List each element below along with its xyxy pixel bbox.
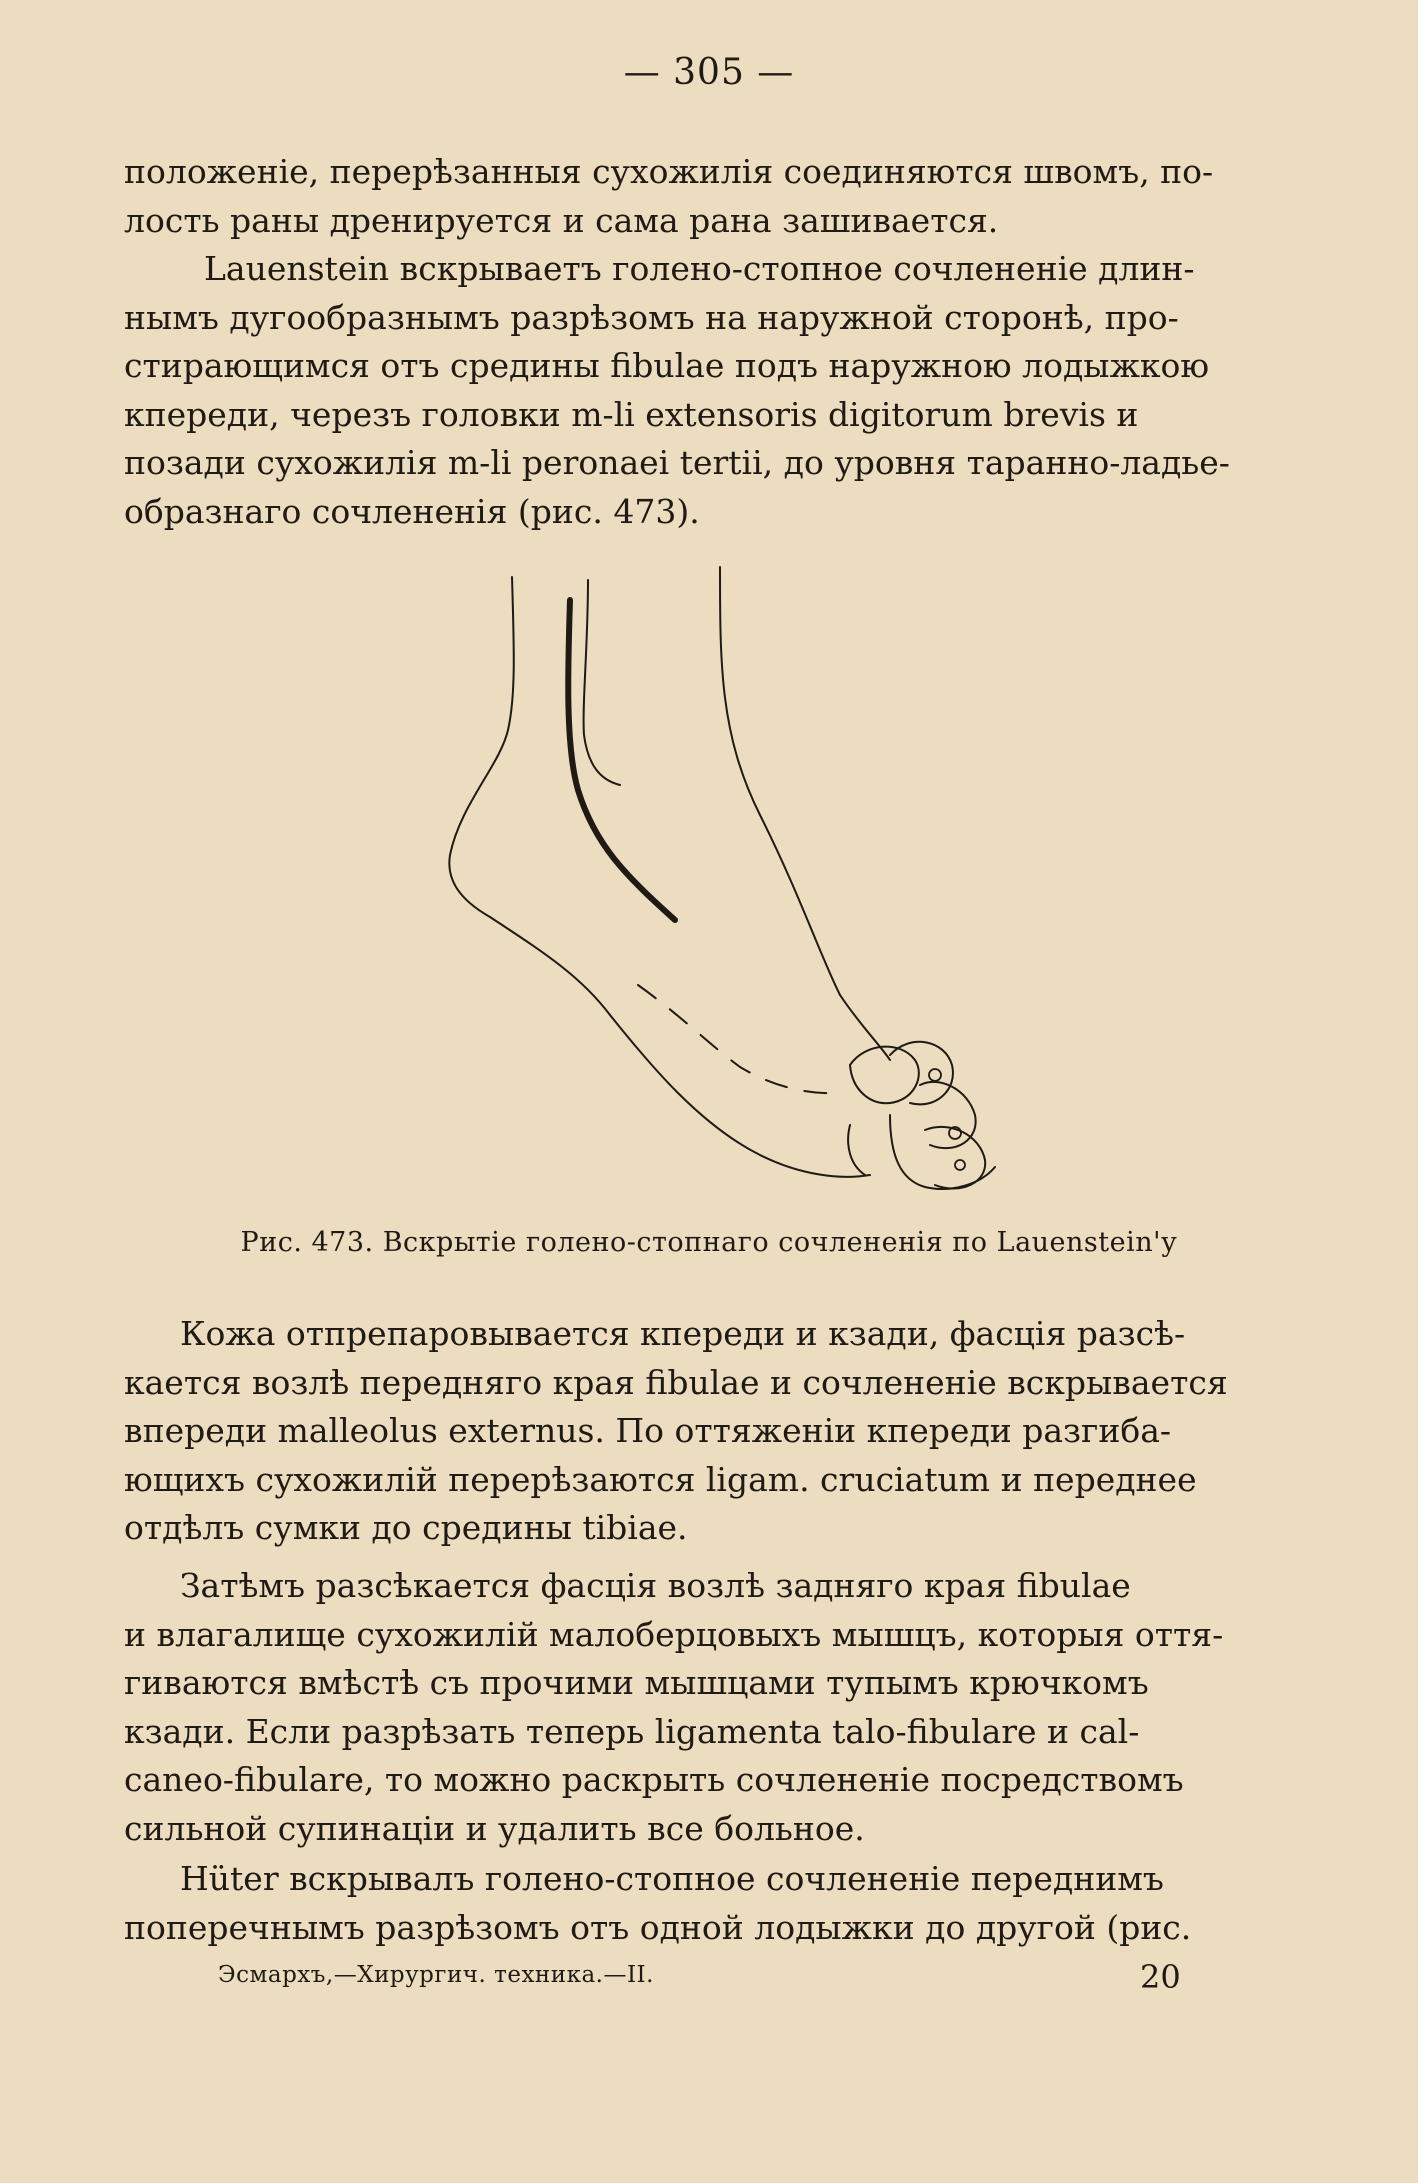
text-line: caneo-fibulare, то можно раскрыть сочлененіе посредствомъ (124, 1760, 1184, 1799)
text-line: ющихъ сухожилій перерѣзаются ligam. cruciatum и переднее (124, 1459, 1197, 1499)
text-line: кпереди, черезъ головки m-li extensoris digitorum brevis и (124, 394, 1139, 434)
text-line: лость раны дренируется и сама рана зашивается. (124, 200, 999, 240)
figure-caption: Рис. 473. Вскрытіе голено-стопнаго сочлененія по Lauenstein'у (240, 1227, 1178, 1258)
text-line: образнаго сочлененія (рис. 473). (124, 491, 700, 531)
text-line: Кожа отпрепаровывается кпереди и кзади, фасція разсѣ- (180, 1314, 1186, 1353)
text-line: Hüter вскрывалъ голено-стопное сочлененіе переднимъ (180, 1859, 1164, 1898)
text-line: сильной супинаціи и удалить все больное. (124, 1808, 865, 1848)
foot-drawing (420, 555, 1020, 1210)
paragraph-3 (124, 1310, 1294, 1553)
paragraph-5 (124, 1855, 1294, 1952)
footer-signature: Эсмархъ,—Хирургич. техника.—II. (218, 1962, 654, 1988)
text-line: кается возлѣ передняго края fibulae и сочлененіе вскрывается (124, 1362, 1228, 1402)
page-number: — 305 — (623, 52, 795, 93)
paragraph-2 (124, 245, 1294, 536)
text-line: впереди malleolus externus. По оттяженіи кпереди разгиба- (124, 1411, 1172, 1450)
text-line: гиваются вмѣстѣ съ прочими мышцами тупымъ крючкомъ (124, 1663, 1149, 1702)
text-line: позади сухожилія m-li peronaei tertii, до уровня таранно-ладье- (124, 443, 1230, 482)
text-line: Затѣмъ разсѣкается фасція возлѣ задняго края fibulae (180, 1566, 1131, 1605)
paragraph-4 (124, 1562, 1294, 1853)
text-line: Lauenstein вскрываетъ голено-стопное сочлененіе длин- (204, 249, 1195, 288)
text-line: кзади. Если разрѣзать теперь ligamenta talo-fibulare и cal- (124, 1711, 1140, 1751)
text-line: стирающимся отъ средины fibulae подъ наружною лодыжкою (124, 346, 1210, 385)
footer-sheet-number: 20 (1140, 1958, 1181, 1996)
paragraph-1 (124, 148, 1294, 245)
text-line: отдѣлъ сумки до средины tibiae. (124, 1508, 688, 1547)
text-line: нымъ дугообразнымъ разрѣзомъ на наружной сторонѣ, про- (124, 297, 1179, 337)
text-line: поперечнымъ разрѣзомъ отъ одной лодыжки до другой (рис. (124, 1907, 1192, 1947)
text-line: и влагалище сухожилій малоберцовыхъ мышцъ, которыя оття- (124, 1614, 1224, 1654)
figure-473-foot-illustration (420, 555, 1020, 1210)
text-line: положеніе, перерѣзанныя сухожилія соединяются швомъ, по- (124, 152, 1214, 191)
